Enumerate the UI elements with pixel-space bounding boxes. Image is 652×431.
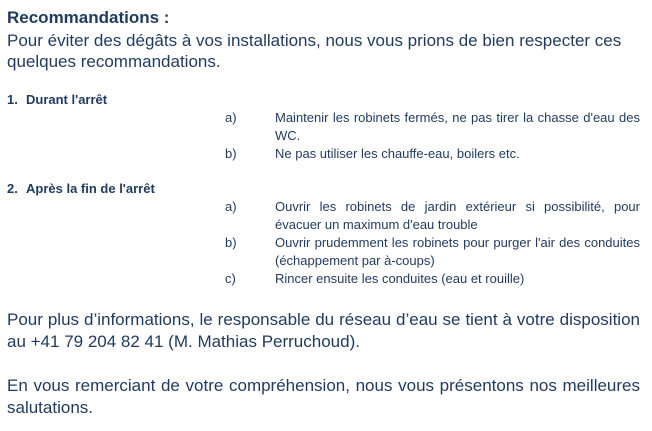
list-item — [7, 270, 640, 288]
section-after-outage — [7, 181, 640, 288]
section-during-outage — [7, 92, 640, 163]
list-item — [7, 198, 640, 234]
section-number: 1. — [7, 92, 18, 107]
closing-paragraph: En vous remerciant de votre compréhension, nous vous présentons nos meilleures salutations. — [7, 376, 640, 417]
recommendations-heading: Recommandations : — [7, 8, 170, 27]
intro-text: Pour éviter des dégâts à vos installations, nous vous prions de bien respecter ces quelques recommandations. — [7, 31, 622, 71]
item-text: Ne pas utiliser les chauffe-eau, boilers etc. — [275, 146, 520, 161]
item-letter: b) — [225, 146, 237, 161]
recommendation-list — [7, 198, 640, 288]
item-letter: a) — [225, 110, 237, 125]
item-letter: b) — [225, 235, 237, 250]
list-item — [7, 109, 640, 145]
document-body — [7, 8, 640, 419]
contact-paragraph: Pour plus d’informations, le responsable du réseau d’eau se tient à votre disposition au +41 79 204 82 41 (M. Mathias Perruchoud). — [7, 310, 640, 351]
item-text: Maintenir les robinets fermés, ne pas tirer la chasse d'eau des WC. — [275, 110, 640, 143]
item-text: Rincer ensuite les conduites (eau et rouille) — [275, 271, 525, 286]
item-text: Ouvrir prudemment les robinets pour purger l'air des conduites (échappement par à-coups) — [275, 235, 640, 268]
list-item — [7, 145, 640, 163]
item-letter: a) — [225, 199, 237, 214]
item-text: Ouvrir les robinets de jardin extérieur si possibilité, pour évacuer un maximum d'eau trouble — [275, 199, 640, 232]
list-item — [7, 234, 640, 270]
section-title-text: Après la fin de l'arrêt — [26, 181, 155, 196]
section-title — [7, 181, 640, 197]
section-title-text: Durant l'arrêt — [26, 92, 108, 107]
recommendation-list — [7, 109, 640, 163]
section-number: 2. — [7, 181, 18, 196]
section-title — [7, 92, 640, 108]
item-letter: c) — [225, 271, 236, 286]
